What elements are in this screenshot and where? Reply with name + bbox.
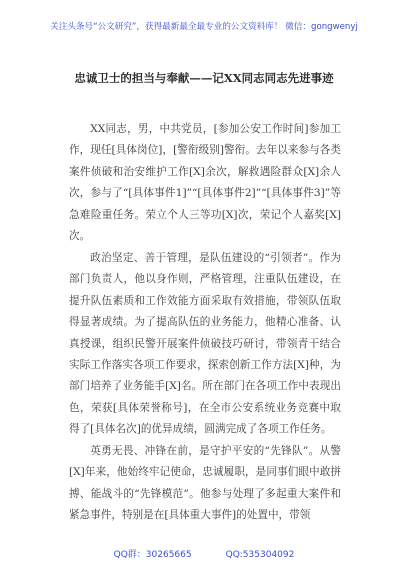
document-body xyxy=(69,119,341,527)
footer-qq-group: QQ群：30265665 xyxy=(113,550,192,560)
page-footer xyxy=(0,547,408,560)
paragraph-intro: XX同志，男，中共党员，[参加公安工作时间]参加工作，现任[具体岗位]，[警衔级别]警衔。去年以来参与各类案件侦破和治安维护工作[X]余次，解救遇险群众[X]余人次，参与了“[具体事件1]”“[具体事件2]”“[具体事件3]”等急难险重任务。荣立个人三等功[X]次，荣记个人嘉奖[X]次。 xyxy=(69,123,341,243)
page-header-notice: 关注头条号“公文研究”，获得最新最全最专业的公文资料库！ 微信：gongwenyj xyxy=(50,22,358,32)
document-title: 忠诚卫士的担当与奉献——记XX同志同志先进事迹 xyxy=(74,71,334,85)
paragraph-leadership: 政治坚定、善于管理，是队伍建设的“引领者”。作为部门负责人，他以身作则，严格管理，注重队伍建设，在提升队伍素质和工作效能方面采取有效措施，带领队伍取得显著成绩。为了提高队伍的业务能力，他精心准备、认真授课，组织民警开展案件侦破技巧研讨，带领青干结合实际工作落实各项工作要求，探索创新工作方法[X]种，为部门培养了业务能手[X]名。所在部门在各项工作中表现出色，荣获[具体荣誉称号]，在全市公安系统业务竞赛中取得了[具体名次]的优异成绩，圆满完成了各项工作任务。 xyxy=(69,251,341,436)
footer-qq-number: QQ:535304092 xyxy=(225,550,295,560)
paragraph-bravery: 英勇无畏、冲锋在前，是守护平安的“先锋队”。从警[X]年来，他始终牢记使命，忠诚履职，是同事们眼中敢拼搏、能战斗的“先锋模范”。他参与处理了多起重大案件和紧急事件，特别是在[具体重大事件]的处置中，带领 xyxy=(69,444,341,522)
